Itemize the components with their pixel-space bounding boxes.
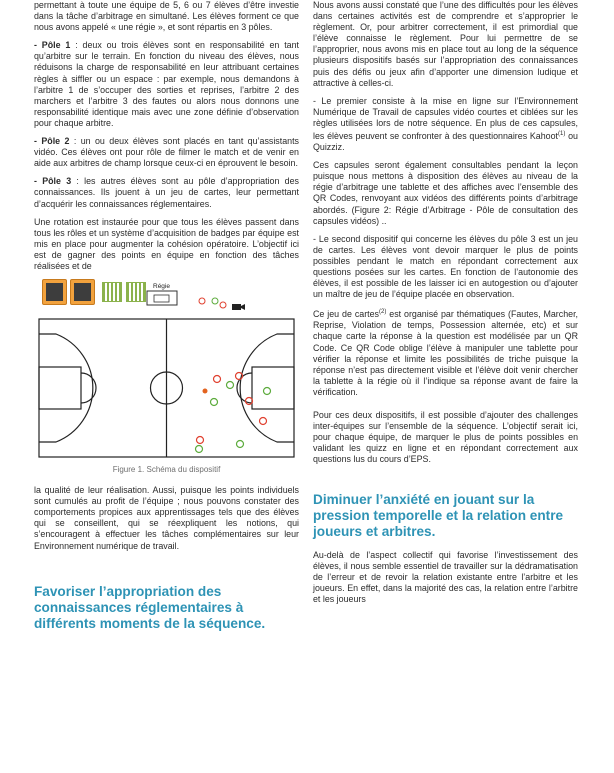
collective-paragraph: Au-delà de l’aspect collectif qui favorise l’investissement des élèves, il nous semble essentiel de travailler sur la dédramatisation de l’erreur et de revoir la relation existante entre l’arbitre et les joueurs. En effet, dans la majorité des cas, la relation entre l’arbitre et les joueurs [313, 549, 578, 604]
student-icon [212, 298, 218, 304]
court-diagram [34, 279, 299, 465]
section-heading-anxiety: Diminuer l’anxiété en jouant sur la pression temporelle et la relation entre joueurs et arbitres. [313, 491, 564, 539]
footnote-ref-2: (2) [379, 309, 387, 316]
figure-caption: Figure 1. Schéma du dispositif [112, 465, 221, 475]
pole2-paragraph [34, 136, 299, 169]
student-icon [220, 302, 226, 308]
pole1-label: - Pôle 1 [34, 40, 71, 51]
capsules-paragraph: Ces capsules seront également consultables pendant la leçon puisque nous mettons à disposition des élèves au niveau de la régie d’arbitrage une tablette et des affiches avec l’ensemble des QR Codes, renvoyant aux vidéos des différents points d’arbitrage abordés. (Figure 2: Régie d’Arbitrage - Pôle de consultation des capsules vidéos) .. [313, 160, 578, 226]
rotation-paragraph: Une rotation est instaurée pour que tous les élèves passent dans tous les rôles et un système d’acquisition de badges par équipe est mis en place pour augmenter la cohésion opératoire. L’objectif ici est de gagner des points en équipe en fonction des tâches réalisées et de [34, 216, 299, 271]
pole1-paragraph [34, 40, 299, 129]
pole2-text: : un ou deux élèves sont placés en tant qu’assistants vidéo. Ces élèves ont pour rôle de filmer le match et de venir en aide aux arbitres de champ lorsque ceux-ci en éprouvent le besoin. [34, 136, 299, 169]
regie-table [154, 295, 169, 302]
regie-box [147, 291, 177, 305]
figure-dispositif [34, 279, 299, 479]
intro-paragraph: permettant à toute une équipe de 5, 6 ou 7 élèves d’être investie dans la tâche d’arbitrage en simultané. Les élèves forment ce que nous avons appelé « une régie », et sont répartis en 3 pôles. [34, 0, 299, 33]
left-column [34, 0, 299, 632]
section-heading-appropriation: Favoriser l’appropriation des connaissances réglementaires à différents moments de la séquence. [34, 583, 266, 631]
right-column [313, 0, 578, 612]
pole3-text: : les autres élèves sont au pôle d’appropriation des connaissances. Ils jouent à un jeu de cartes, leur permettant d’acquérir les connaissances réglementaires. [34, 176, 299, 209]
card-game-paragraph [313, 307, 578, 398]
pole1-text: : deux ou trois élèves sont en responsabilité en tant qu’arbitre sur le terrain. En fonction du niveau des élèves, nous réduisons la charge de responsabilité en leur attribuant certaines règles à siffler ou un espace : par exemple, nous demandons à l’arbitre 1 de s’occuper des sorties et reprises, l’arbitre 2 des marchers et l’arbitre 3 des fautes ou alors nous donnons une responsabilité identique mais avec une zone définie d’observation pour chaque arbitre. [34, 40, 299, 128]
student-icon [199, 298, 205, 304]
players [196, 373, 271, 453]
challenges-paragraph: Pour ces deux dispositifs, il est possible d’ajouter des challenges inter-équipes sur l’ensemble de la séquence. L’objectif serait ici, pour chaque équipe, de marquer le plus de points possibles en validant les quizz en ligne et en répondant correctement aux questions lus du cours d’EPS. [313, 410, 578, 465]
after-figure-paragraph: la qualité de leur réalisation. Aussi, puisque les points individuels sont cumulés au profit de l’équipe ; nous pouvons constater des comportements propices aux apprentissages tels que des élèves qui se conseillent, qui se réexpliquent les notions, qui s’encouragent à effectuer les tâches complémentaires sur leur Environnement numérique de travail. [34, 485, 299, 551]
ball-icon [203, 389, 208, 394]
basketball-court [39, 319, 294, 457]
first-device-text: - Le premier consiste à la mise en ligne sur l’Environnement Numérique de Travail de capsules vidéo courtes et ciblées sur les règles utilisées lors de notre séquence. En plus de ces capsules, les élèves peuvent se confronter à des questionnaires Kahoot [313, 95, 578, 141]
camera-icon [232, 304, 245, 310]
first-device-paragraph [313, 96, 578, 153]
pole2-label: - Pôle 2 [34, 136, 70, 147]
card-game-start: Ce jeu de cartes [313, 309, 379, 320]
first-device-end: ou Quizziz. [313, 131, 578, 153]
regie-label: Régie [153, 283, 170, 291]
card-game-rest: est organisé par thématiques (Fautes, Marcher, Reprise, Violation de temps, Possession alternée, etc) et sur chaque carte la réponse à la question est modélisée par un QR Code. Ce QR Code oblige l’élève à manipuler une tablette pour vérifier la réponse et limite les possibilités de triche puisque la réponse n’est pas directement visible et l’élève doit venir chercher la tablette à la régie où il l’indique sa réponse avant de faire la vérification. [313, 309, 578, 397]
footnote-ref-1: (1) [558, 131, 566, 138]
pole3-paragraph [34, 176, 299, 209]
pole3-label: - Pôle 3 [34, 176, 72, 187]
second-device-paragraph: - Le second dispositif qui concerne les élèves du pôle 3 est un jeu de cartes. Les élèves vont devoir marquer le plus de points possibles pendant le match en répondant correctement aux questions posées sur les cartes. En fonction de l’autonomie des élèves, il est possible de les laisser ici en autogestion ou d’ajouter un maître de jeu de l’équipe placée en observation. [313, 233, 578, 300]
difficulties-paragraph: Nous avons aussi constaté que l’une des difficultés pour les élèves dans certaines activités est de comprendre et s’approprier le règlement. Or, pour arbitrer correctement, il est primordial que l’élève connaisse le règlement. Pour lui permettre de se l’approprier, nous avons mis en place tout au long de la séquence plusieurs dispositifs basés sur l’appropriation des connaissances puis des défis ou jeux afin d’apporter une dimension ludique et attractive à celles-ci. [313, 0, 578, 88]
